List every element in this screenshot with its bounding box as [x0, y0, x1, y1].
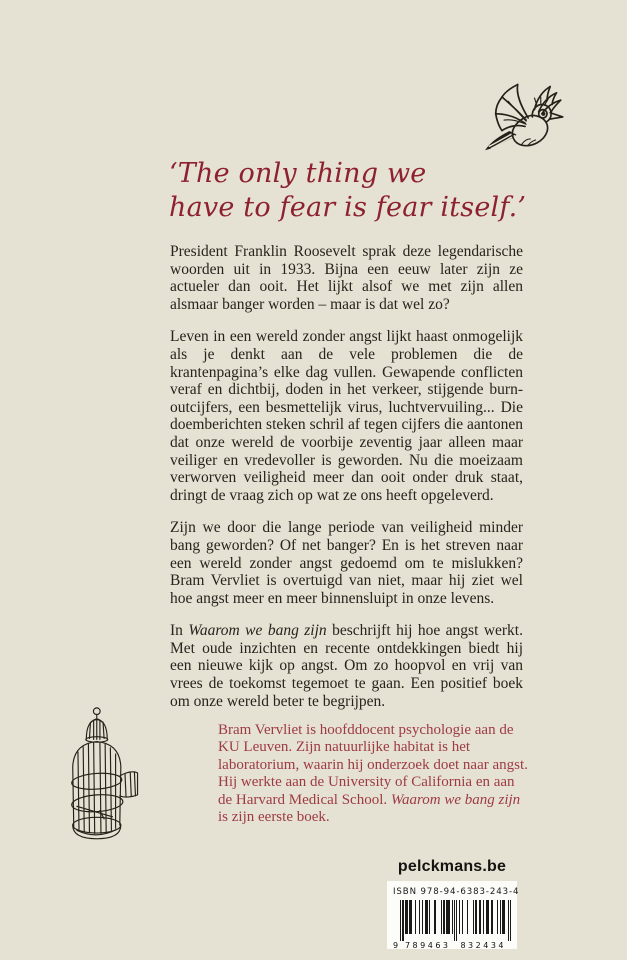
- blurb-paragraph-3: Zijn we door die lange periode van veiligheid minder bang geworden? Of net banger? En is het streven naar een wereld zonder angst gedoemd om te mislukken? Bram Vervliet is overtuigd van niet, maar hij ziet wel hoe angst meer en meer binnensluipt in onze levens.: [170, 519, 523, 607]
- author-bio: Bram Vervliet is hoofddocent psychologie aan de KU Leuven. Zijn natuurlijke habitat is het laboratorium, waarin hij onderzoek doet naar angst. Hij werkte aan de University of California en aan de Harvard Medical School. Waarom we bang zijn is zijn eerste boek.: [218, 722, 528, 826]
- blurb-paragraph-1: President Franklin Roosevelt sprak deze legendarische woorden uit in 1933. Bijna een eeuw later zijn ze actueler dan ooit. Het lijkt alsof we met zijn allen alsmaar banger worden – maar is dat wel zo?: [170, 243, 523, 313]
- barcode-digit-group-2: 832434: [460, 941, 507, 950]
- barcode-bars: [400, 900, 511, 942]
- barcode-digits: [393, 941, 511, 950]
- blurb-text: [170, 243, 523, 725]
- blurb-paragraph-2: Leven in een wereld zonder angst lijkt haast onmogelijk als je denkt aan de vele problemen die de krantenpagina’s elke dag vullen. Gewapende conflicten veraf en dichtbij, doden in het verkeer, stijgende burn-outcijfers, een besmettelijk virus, luchtvervuiling... Die doemberichten steken schril af tegen cijfers die aantonen dat onze wereld de voorbije zeventig jaar alleen maar veiliger en vredevoller is geworden. Nu die moeizaam verworven veiligheid meer dan ooit onder druk staat, dringt de vraag zich op wat ze ons heeft opgeleverd.: [170, 328, 523, 504]
- isbn-block: [387, 881, 520, 950]
- quote-line-1: ‘The only thing we: [169, 158, 427, 189]
- isbn-label: ISBN 978-94-6383-243-4: [393, 887, 520, 897]
- birdcage-illustration: [64, 706, 140, 844]
- birdcage-icon: [64, 706, 140, 844]
- flying-bird-icon: [482, 74, 566, 162]
- publisher-website: pelckmans.be: [397, 858, 507, 875]
- blurb-paragraph-4: In Waarom we bang zijn beschrijft hij hoe angst werkt. Met oude inzichten en recente ontdekkingen biedt hij een nieuwe kijk op angst. Om zo hoopvol en vrij van vrees de toekomst tegemoet te gaan. Een positief boek om onze wereld beter te begrijpen.: [170, 622, 523, 710]
- flying-bird-illustration: [482, 74, 566, 162]
- barcode-digit-group-1: 789463: [404, 941, 451, 950]
- quote-line-2: have to fear is fear itself.’: [169, 192, 527, 223]
- fdr-quote: [169, 157, 569, 225]
- ean13-barcode: [393, 900, 511, 952]
- barcode-digit-first: 9: [393, 941, 399, 950]
